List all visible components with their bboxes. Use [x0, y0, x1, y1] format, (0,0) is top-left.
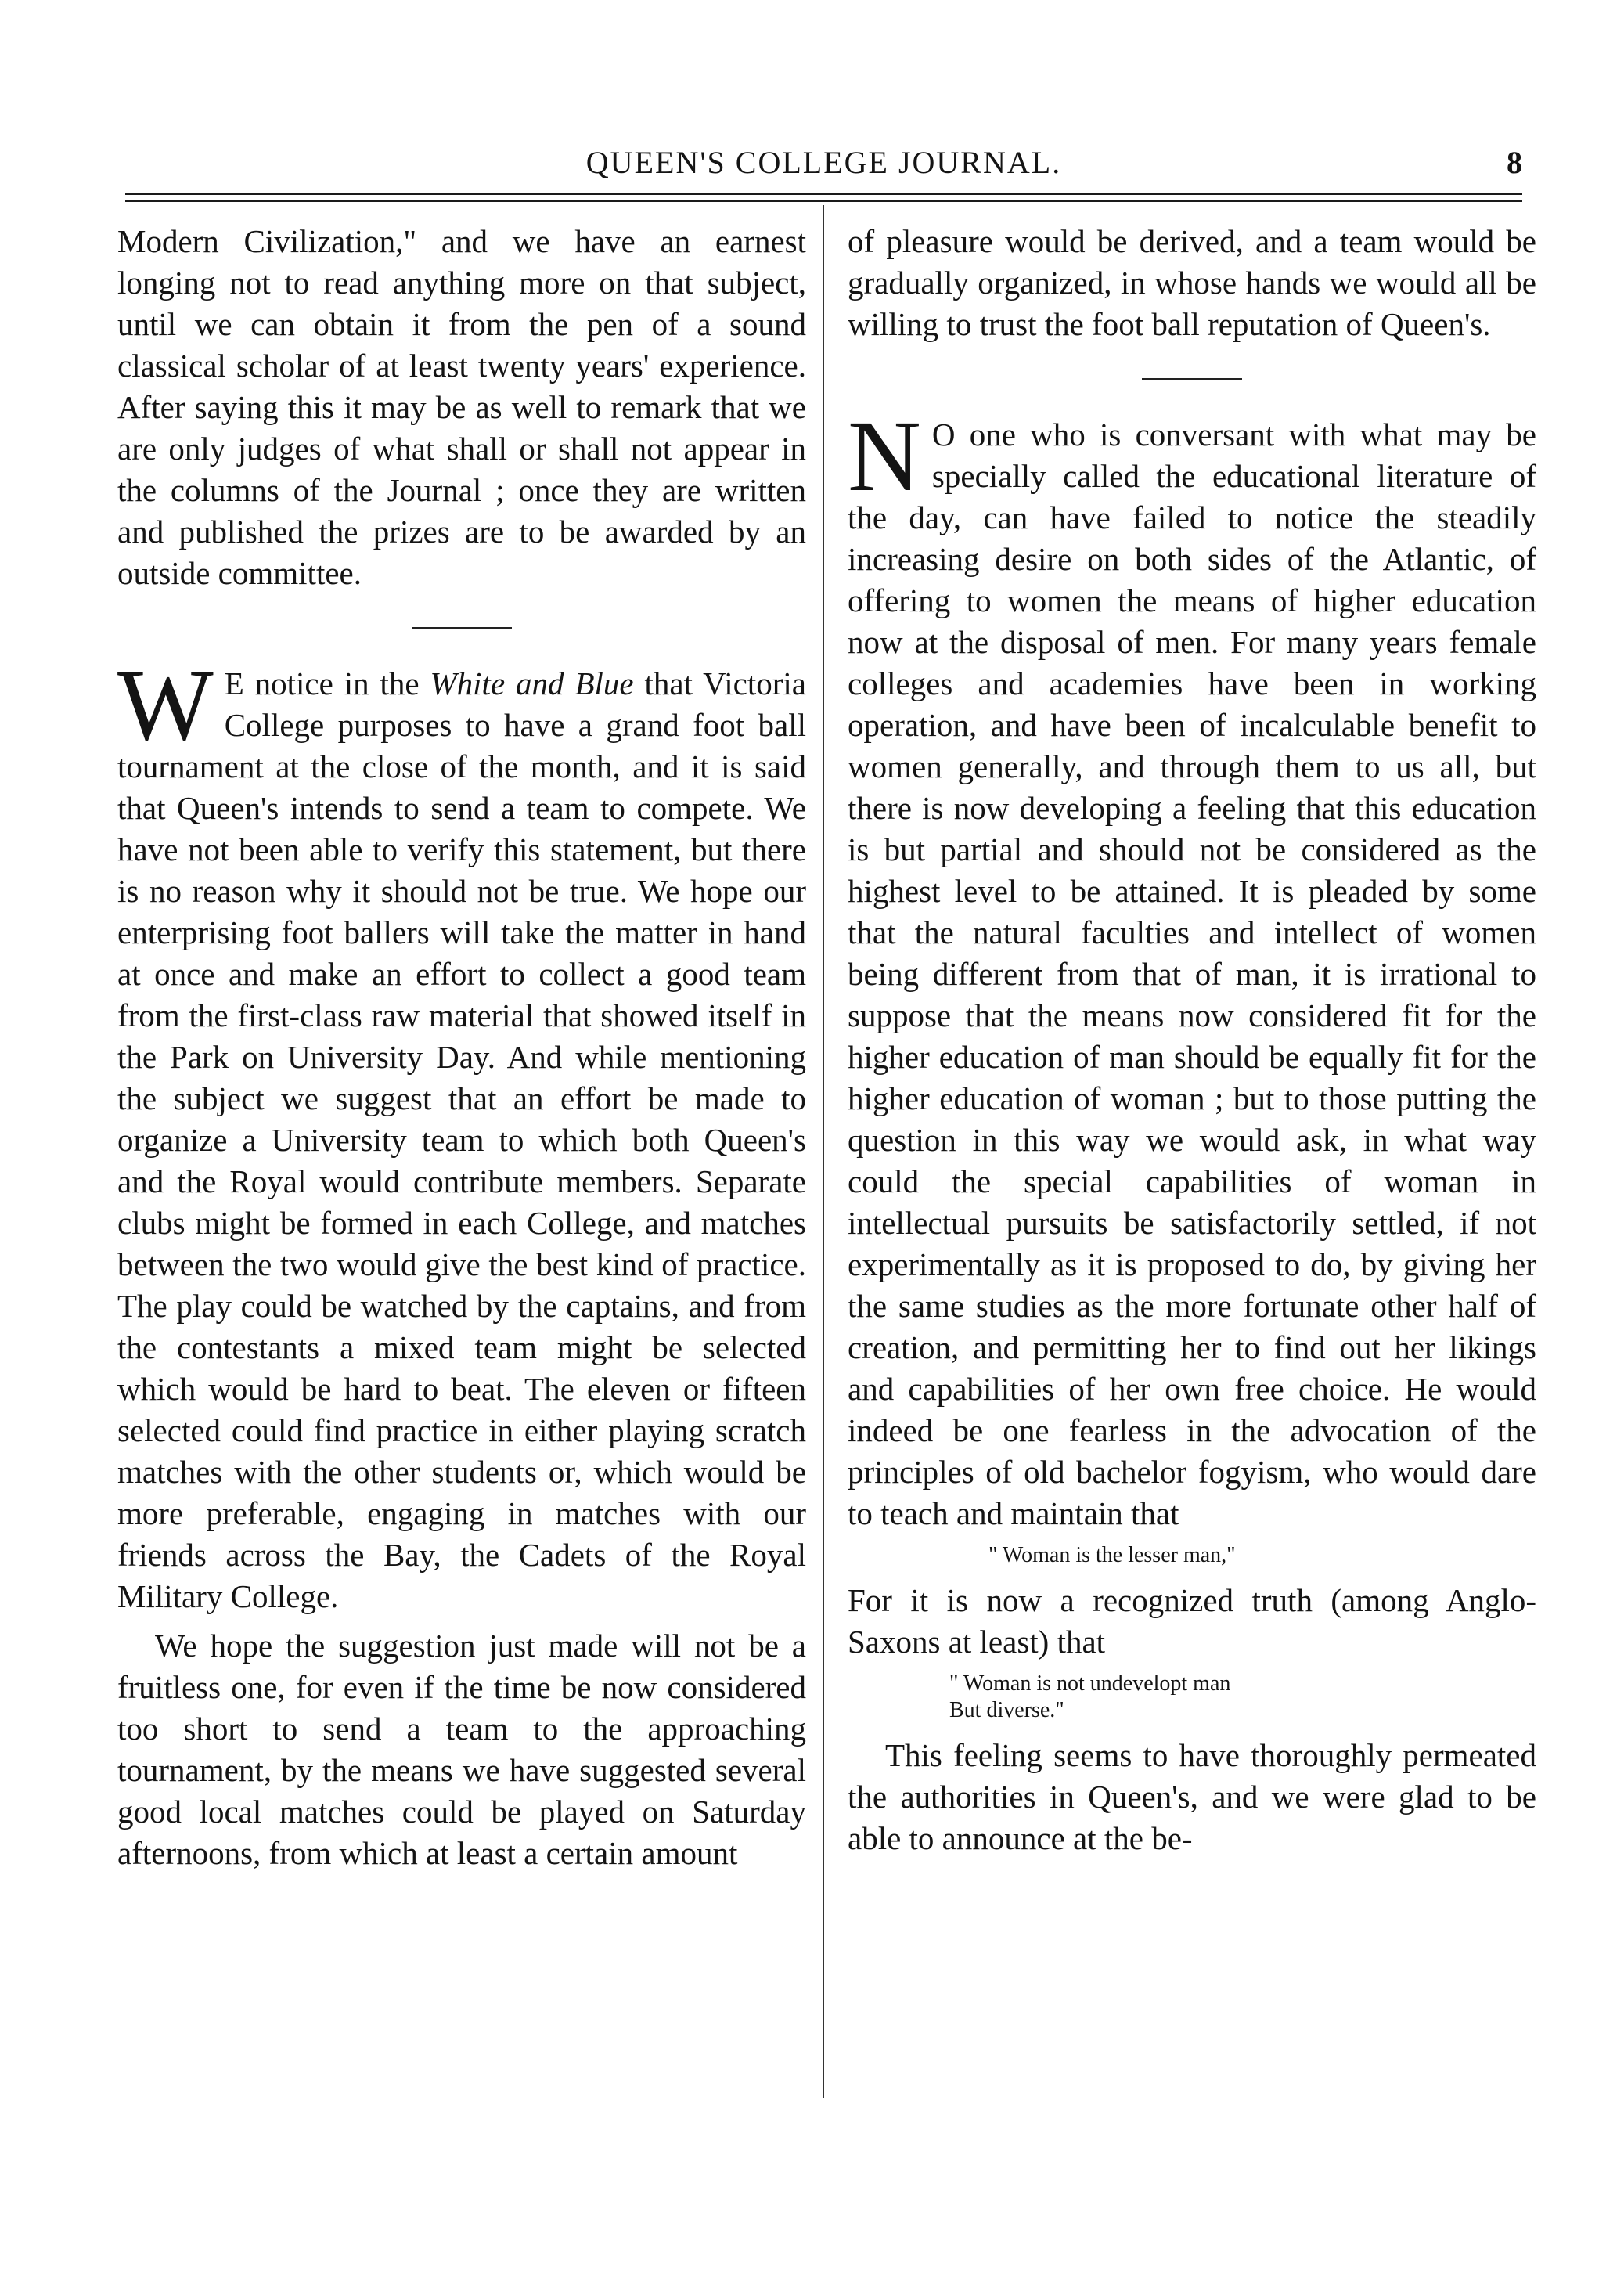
quotation-2 — [949, 1671, 1536, 1724]
section-separator — [1142, 378, 1242, 380]
right-column — [848, 221, 1536, 1859]
page-number: 8 — [1507, 145, 1522, 180]
right-paragraph-2 — [848, 400, 1536, 1534]
page-header — [125, 139, 1522, 183]
right-paragraph-2-rest: O one who is conversant with what may be specially called the educational literature of the day, can have failed to notice the steadily increasing desire on both sides of the Atlantic, of offering to women the means of higher education now at the disposal of men. For many years female colleges and academies have been in working operation, and have been of incalculable benefit to women generally, and through them to us all, but there is now developing a feeling that this education is but partial and should not be considered as the highest level to be attained. It is pleaded by some that the natural faculties and intellect of women being different from that of man, it is irrational to suppose that the means now considered fit for the higher education of man should be equally fit for the higher education of woman ; but to those putting the question in this way we would ask, in what way could the special capabilities of woman in intellectual pursuits be satisfactorily settled, if not experimentally as it is proposed to do, by giving her the same studies as the more fortunate other half of creation, and permitting her to find out her likings and capabilities of her own free choice. He would indeed be one fearless in the advocation of the principles of old bachelor fogyism, who would dare to teach and maintain that — [848, 416, 1536, 1531]
right-paragraph-1: of pleasure would be derived, and a team would be gradually organized, in whose hands we would all be willing to trust the foot ball reputation of Queen's. — [848, 223, 1536, 342]
left-paragraph-2 — [117, 649, 807, 1617]
header-rule-top — [125, 193, 1522, 195]
left-paragraph-1: Modern Civilization," and we have an earnest longing not to read anything more on that subject, until we can obtain it from the pen of a sound classical scholar of at least twenty years' experience. After saying this it may be as well to remark that we are only judges of what shall or shall not appear in the columns of the Journal ; once they are written and published the prizes are to be awarded by an outside committee. — [117, 223, 806, 591]
drop-cap-n: N — [848, 400, 921, 513]
quotation-1: " Woman is the lesser man," — [988, 1543, 1236, 1567]
left-column — [117, 221, 806, 1874]
right-paragraph-3: For it is now a recognized truth (among Anglo-Saxons at least) that — [848, 1582, 1536, 1660]
journal-title: QUEEN'S COLLEGE JOURNAL. — [585, 145, 1062, 180]
quotation-2-line-1: " Woman is not undevelopt man — [949, 1671, 1231, 1696]
section-separator — [412, 627, 512, 629]
header-rule-bottom — [125, 200, 1522, 202]
publication-name: White and Blue — [430, 665, 634, 701]
drop-cap-w: W — [117, 649, 214, 762]
quotation-2-line-2: But diverse." — [949, 1698, 1064, 1722]
left-paragraph-2-start: E notice in the — [224, 665, 430, 701]
column-divider — [823, 205, 824, 2098]
left-paragraph-3: We hope the suggestion just made will not be a fruitless one, for even if the time be now considered too short to send a team to the approaching tournament, by the means we have suggested several good local matches could be played on Saturday afternoons, from which at least a certain amount — [117, 1628, 806, 1871]
right-paragraph-4: This feeling seems to have thoroughly permeated the authorities in Queen's, and we were glad to be able to announce at the be- — [848, 1737, 1536, 1856]
left-paragraph-2-rest: that Victoria College purposes to have a grand foot ball tournament at the close of the month, and it is said that Queen's intends to send a team to compete. We have not been able to verify this statement, but there is no reason why it should not be true. We hope our enterprising foot ballers will take the matter in hand at once and make an effort to collect a good team from the first-class raw material that showed itself in the Park on University Day. And while mentioning the subject we suggest that an effort be made to organize a University team to which both Queen's and the Royal would contribute members. Separate clubs might be formed in each College, and matches between the two would give the best kind of practice. The play could be watched by the captains, and from the contestants a mixed team might be selected which would be hard to beat. The eleven or fifteen selected could find practice in either playing scratch matches with the other students or, which would be more preferable, engaging in matches with our friends across the Bay, the Cadets of the Royal Military College. — [117, 665, 807, 1614]
